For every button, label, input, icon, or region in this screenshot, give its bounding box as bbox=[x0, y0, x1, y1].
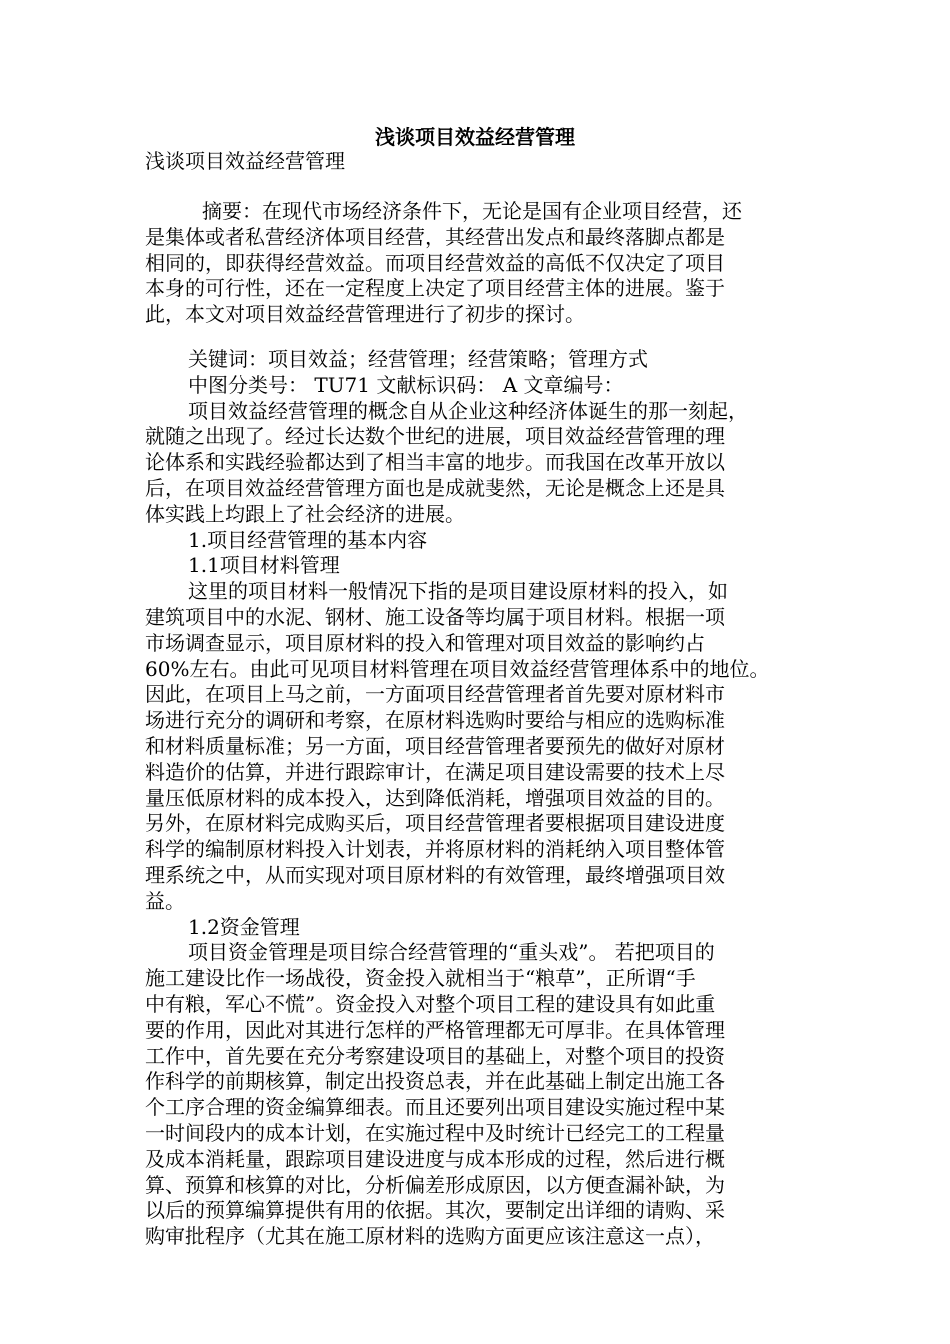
abstract-line: 本身的可行性，还在一定程度上决定了项目经营主体的进展。鉴于 bbox=[145, 276, 725, 301]
abstract-line: 相同的，即获得经营效益。而项目经营效益的高低不仅决定了项目 bbox=[145, 250, 725, 275]
abstract-line: 此，本文对项目效益经营管理进行了初步的探讨。 bbox=[145, 302, 585, 327]
body-line: 体实践上均跟上了社会经济的进展。 bbox=[145, 501, 465, 526]
body-line: 就随之出现了。经过长达数个世纪的进展，项目效益经营管理的理 bbox=[145, 424, 725, 449]
body-line: 一时间段内的成本计划，在实施过程中及时统计已经完工的工程量 bbox=[145, 1120, 725, 1145]
body-line: 建筑项目中的水泥、钢材、施工设备等均属于项目材料。根据一项 bbox=[145, 604, 725, 629]
body-line: 益。 bbox=[145, 888, 185, 913]
body-line: 市场调查显示，项目原材料的投入和管理对项目效益的影响约占 bbox=[145, 630, 705, 655]
body-line: 以后的预算编算提供有用的依据。其次，要制定出详细的请购、采 bbox=[145, 1198, 725, 1223]
body-line: 科学的编制原材料投入计划表，并将原材料的消耗纳入项目整体管 bbox=[145, 837, 725, 862]
body-line: 要的作用，因此对其进行怎样的严格管理都无可厚非。在具体管理 bbox=[145, 1017, 725, 1042]
body-line: 中有粮，军心不慌”。资金投入对整个项目工程的建设具有如此重 bbox=[145, 991, 716, 1016]
body-line: 另外，在原材料完成购买后，项目经营管理者要根据项目建设进度 bbox=[145, 811, 725, 836]
body-line: 项目资金管理是项目综合经营管理的“重头戏”。 若把项目的 bbox=[188, 940, 715, 965]
body-line: 60%左右。由此可见项目材料管理在项目效益经营管理体系中的地位。 bbox=[145, 656, 770, 681]
body-line: 算、预算和核算的对比，分析偏差形成原因，以方便查漏补缺，为 bbox=[145, 1172, 725, 1197]
keywords-line: 关键词：项目效益；经营管理；经营策略；管理方式 bbox=[188, 347, 648, 371]
body-line: 论体系和实践经验都达到了相当丰富的地步。而我国在改革开放以 bbox=[145, 450, 725, 475]
abstract-line: 是集体或者私营经济体项目经营，其经营出发点和最终落脚点都是 bbox=[145, 224, 725, 249]
document-body bbox=[145, 347, 811, 1250]
body-line: 这里的项目材料一般情况下指的是项目建设原材料的投入，如 bbox=[188, 579, 728, 604]
body-line: 项目效益经营管理的概念自从企业这种经济体诞生的那一刻起， bbox=[188, 398, 748, 423]
body-line: 及成本消耗量，跟踪项目建设进度与成本形成的过程，然后进行概 bbox=[145, 1146, 725, 1171]
body-line: 量压低原材料的成本投入，达到降低消耗，增强项目效益的目的。 bbox=[145, 785, 725, 810]
body-line: 购审批程序（尤其在施工原材料的选购方面更应该注意这一点）， bbox=[145, 1224, 715, 1249]
body-line: 作科学的前期核算，制定出投资总表，并在此基础上制定出施工各 bbox=[145, 1069, 725, 1094]
body-line: 施工建设比作一场战役，资金投入就相当于“粮草”，正所谓“手 bbox=[145, 966, 696, 991]
subtitle-line: 浅谈项目效益经营管理 bbox=[145, 149, 345, 173]
body-line: 工作中，首先要在充分考察建设项目的基础上，对整个项目的投资 bbox=[145, 1043, 725, 1068]
body-line: 后，在项目效益经营管理方面也是成就斐然，无论是概念上还是具 bbox=[145, 475, 725, 500]
subsection-heading: 1.1项目材料管理 bbox=[188, 553, 340, 578]
document-subtitle bbox=[145, 149, 811, 175]
body-line: 场进行充分的调研和考察，在原材料选购时要给与相应的选购标准 bbox=[145, 708, 725, 733]
abstract-line: 摘要：在现代市场经济条件下，无论是国有企业项目经营，还 bbox=[202, 199, 742, 223]
body-line: 料造价的估算，并进行跟踪审计，在满足项目建设需要的技术上尽 bbox=[145, 759, 725, 784]
body-line: 因此，在项目上马之前，一方面项目经营管理者首先要对原材料市 bbox=[145, 682, 725, 707]
section-heading: 1.项目经营管理的基本内容 bbox=[188, 527, 428, 552]
body-line: 理系统之中，从而实现对项目原材料的有效管理，最终增强项目效 bbox=[145, 862, 725, 887]
classification-line: 中图分类号： TU71 文献标识码： A 文章编号： bbox=[188, 372, 624, 397]
subsection-heading: 1.2资金管理 bbox=[188, 914, 300, 939]
body-line: 个工序合理的资金编算细表。而且还要列出项目建设实施过程中某 bbox=[145, 1095, 725, 1120]
body-line: 和材料质量标准；另一方面，项目经营管理者要预先的做好对原材 bbox=[145, 733, 725, 758]
document-title: 浅谈项目效益经营管理 bbox=[375, 125, 575, 149]
abstract-paragraph bbox=[145, 199, 811, 328]
